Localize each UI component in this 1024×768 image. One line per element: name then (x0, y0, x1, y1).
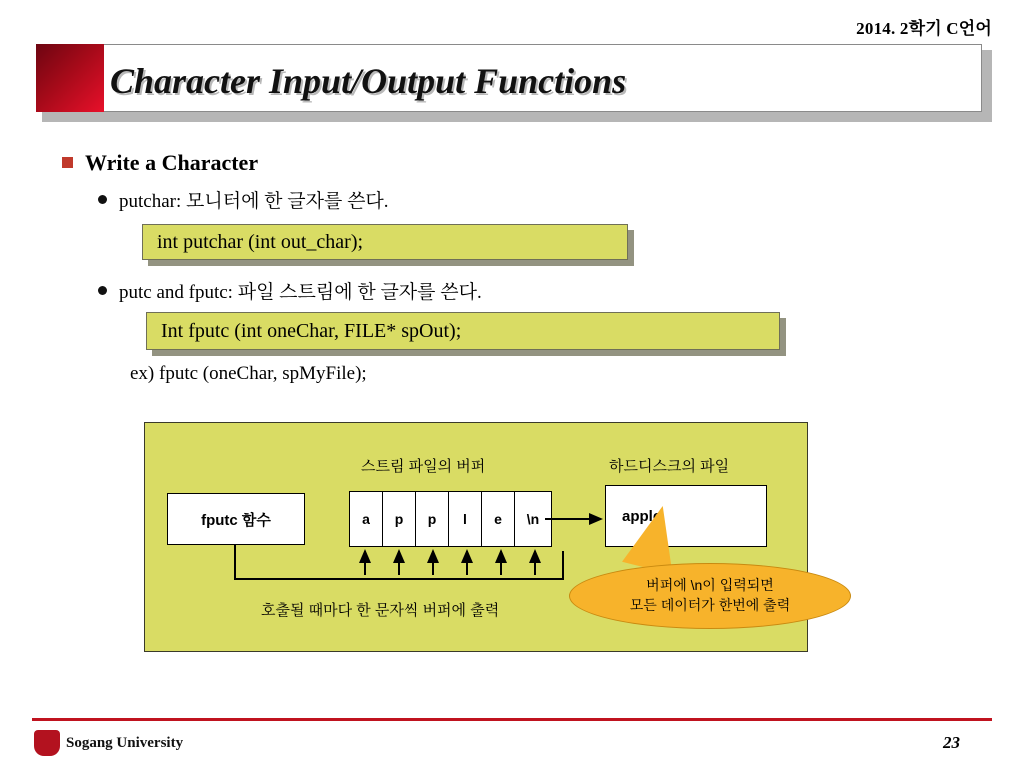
callout-line-2: 모든 데이터가 한번에 출력 (629, 597, 791, 614)
code-box-putchar (142, 224, 628, 260)
buffer-cell: e (481, 491, 515, 547)
buffer-cell: \n (514, 491, 552, 547)
buffer-cell: p (415, 491, 449, 547)
diagram-panel (144, 422, 808, 652)
page-title: Character Input/Output Functions (110, 61, 627, 101)
footer-divider (32, 718, 992, 721)
buffer-cells (349, 491, 551, 547)
title-banner (36, 44, 986, 116)
callout-bubble (569, 563, 851, 629)
diagram-caption: 호출될 때마다 한 문자씩 버퍼에 출력 (261, 602, 500, 619)
label-disk-file: 하드디스크의 파일 (609, 458, 730, 475)
university-logo-icon (34, 730, 60, 756)
code-box-fputc (146, 312, 780, 350)
box-fputc-function: fputc 함수 (167, 493, 305, 545)
code-box-putchar-text: int putchar (int out_char); (157, 230, 364, 253)
callout-text (569, 575, 851, 616)
title-accent-block (36, 44, 104, 112)
course-label: 2014. 2학기 C언어 (856, 19, 992, 38)
dot-bullet-icon (98, 195, 107, 204)
bullet-putchar (98, 186, 389, 213)
buffer-cell: l (448, 491, 482, 547)
code-box-fputc-text: Int fputc (int oneChar, FILE* spOut); (161, 319, 462, 342)
buffer-cell: a (349, 491, 383, 547)
code-box-putchar-face (142, 224, 628, 260)
section-heading (62, 150, 258, 176)
bullet-fputc (98, 277, 482, 304)
page-number: 23 (943, 733, 960, 752)
section-heading-label: Write a Character (85, 150, 259, 175)
logo-shield (34, 730, 60, 756)
code-box-fputc-face (146, 312, 780, 350)
label-stream-buffer: 스트림 파일의 버퍼 (361, 458, 486, 475)
bullet-fputc-label: putc and fputc: 파일 스트림에 한 글자를 쓴다. (119, 282, 482, 303)
buffer-cell: p (382, 491, 416, 547)
callout-line-1: 버퍼에 \n이 입력되면 (646, 577, 774, 593)
square-bullet-icon (62, 157, 73, 168)
dot-bullet-icon (98, 286, 107, 295)
university-name: Sogang University (66, 735, 184, 751)
bullet-putchar-label: putchar: 모니터에 한 글자를 쓴다. (119, 191, 389, 212)
example-line: ex) fputc (oneChar, spMyFile); (130, 363, 367, 384)
box-disk-file: apple (605, 485, 767, 547)
